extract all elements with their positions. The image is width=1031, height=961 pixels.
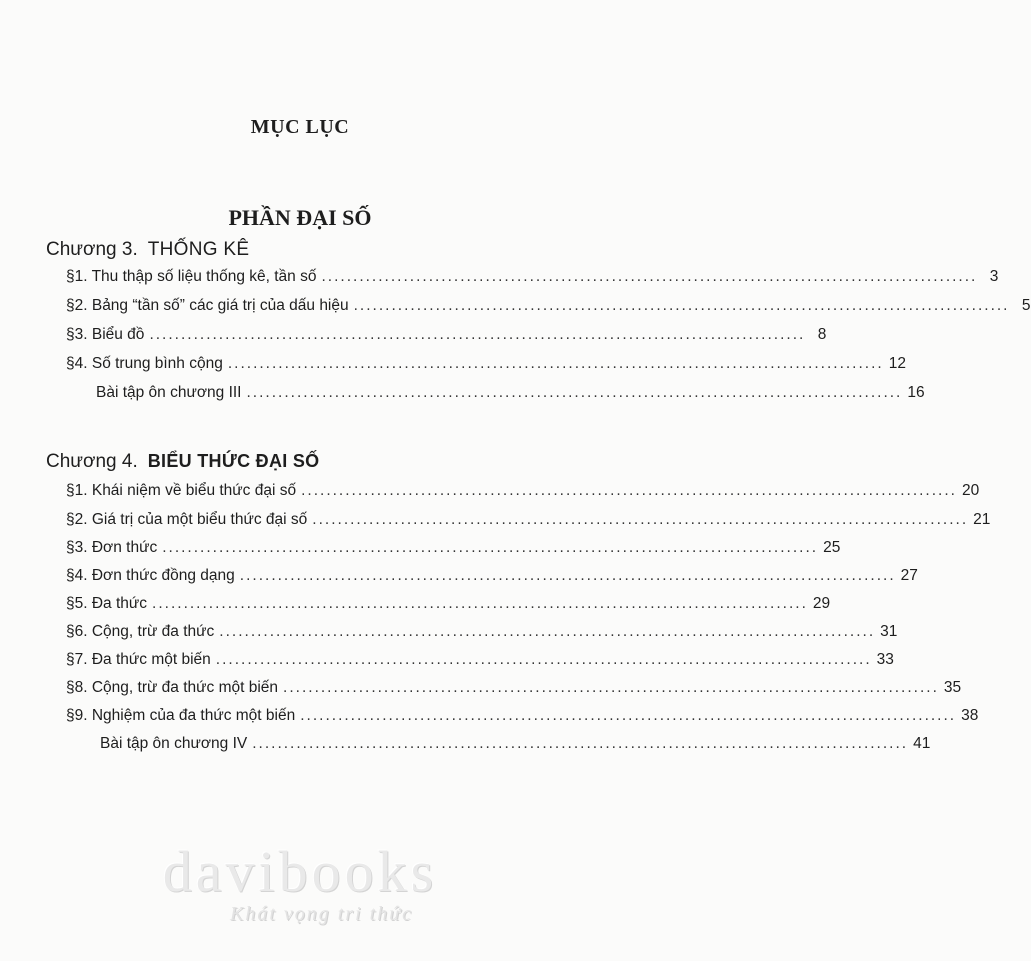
toc-entry-page: 27 <box>900 567 918 584</box>
chapter-4-heading <box>46 451 319 473</box>
toc-entry-label: §1. Khái niệm về biểu thức đại số <box>66 482 297 499</box>
toc-entry-page: 31 <box>880 623 898 640</box>
toc-entry[interactable] <box>96 384 925 402</box>
toc-entry-label: §5. Đa thức <box>66 595 148 612</box>
toc-entry-page: 35 <box>943 679 962 696</box>
toc-entry-page: 21 <box>973 511 991 528</box>
dot-leader: ........................................................................................................ <box>283 679 939 696</box>
chapter-number: Chương 4. <box>46 451 138 472</box>
toc-entry-page: 29 <box>812 595 831 612</box>
toc-entry-label: §4. Số trung bình cộng <box>66 355 223 372</box>
dot-leader: ........................................................................................................ <box>219 623 876 640</box>
dot-leader: ........................................................................................................ <box>353 297 1010 314</box>
dot-leader: ........................................................................................................ <box>252 735 909 752</box>
toc-entry-label: §1. Thu thập số liệu thống kê, tần số <box>66 268 317 285</box>
toc-entry[interactable] <box>66 482 980 500</box>
toc-entry[interactable] <box>66 707 979 725</box>
toc-entry-label: §6. Cộng, trừ đa thức <box>66 623 215 640</box>
toc-entry[interactable] <box>66 651 894 669</box>
dot-leader: ........................................................................................................ <box>312 511 969 528</box>
toc-entry-label: §4. Đơn thức đồng dạng <box>66 567 235 584</box>
toc-entry[interactable] <box>66 297 1031 315</box>
toc-entry-label: Bài tập ôn chương III <box>96 384 242 401</box>
toc-entry-page: 8 <box>817 326 827 343</box>
toc-entry-label: Bài tập ôn chương IV <box>100 735 248 752</box>
toc-entry[interactable] <box>66 623 898 641</box>
watermark-slogan: Khát vọng tri thức <box>230 903 414 925</box>
toc-entry-page: 41 <box>913 735 931 752</box>
watermark-brand: davibooks <box>162 839 438 904</box>
toc-entry-label: §2. Bảng “tần số” các giá trị của dấu hiệu <box>66 297 349 314</box>
dot-leader: ........................................................................................................ <box>239 567 896 584</box>
dot-leader: ........................................................................................................ <box>162 539 819 556</box>
dot-leader: ........................................................................................................ <box>149 326 806 343</box>
toc-entry[interactable] <box>66 511 991 529</box>
dot-leader: ........................................................................................................ <box>246 384 903 401</box>
chapter-number: Chương 3. <box>46 239 138 260</box>
part-title: PHẦN ĐẠI SỐ <box>228 205 372 230</box>
toc-entry-page: 3 <box>989 268 999 285</box>
toc-entry[interactable] <box>66 268 999 286</box>
toc-entry[interactable] <box>66 567 918 585</box>
toc-entry-label: §3. Biểu đồ <box>66 326 145 343</box>
toc-entry-label: §8. Cộng, trừ đa thức một biến <box>66 679 279 696</box>
chapter-name: BIỂU THỨC ĐẠI SỐ <box>147 451 320 471</box>
toc-entry[interactable] <box>66 539 841 557</box>
toc-entry[interactable] <box>66 355 906 373</box>
dot-leader: ........................................................................................................ <box>321 268 978 285</box>
toc-entry-label: §2. Giá trị của một biểu thức đại số <box>66 511 308 528</box>
toc-entry-page: 25 <box>823 539 841 556</box>
toc-entry[interactable] <box>66 326 827 344</box>
toc-entry-label: §9. Nghiệm của đa thức một biến <box>66 707 296 724</box>
toc-entry-page: 38 <box>961 707 979 724</box>
dot-leader: ........................................................................................................ <box>215 651 872 668</box>
chapter-name: THỐNG KÊ <box>147 239 250 260</box>
toc-entry[interactable] <box>100 735 931 753</box>
chapter-3-heading <box>46 239 249 261</box>
toc-entry-page: 5 <box>1021 297 1031 314</box>
toc-entry[interactable] <box>66 595 831 613</box>
toc-entry-page: 16 <box>907 384 925 401</box>
toc-entry-label: §3. Đơn thức <box>66 539 158 556</box>
toc-entry-page: 33 <box>876 651 894 668</box>
toc-entry-label: §7. Đa thức một biến <box>66 651 211 668</box>
dot-leader: ........................................................................................................ <box>300 707 957 724</box>
dot-leader: ........................................................................................................ <box>301 482 957 499</box>
toc-entry-page: 20 <box>961 482 980 499</box>
toc-title: MỤC LỤC <box>250 116 350 138</box>
toc-entry[interactable] <box>66 679 962 697</box>
dot-leader: ........................................................................................................ <box>152 595 808 612</box>
dot-leader: ........................................................................................................ <box>227 355 884 372</box>
toc-entry-page: 12 <box>888 355 906 372</box>
